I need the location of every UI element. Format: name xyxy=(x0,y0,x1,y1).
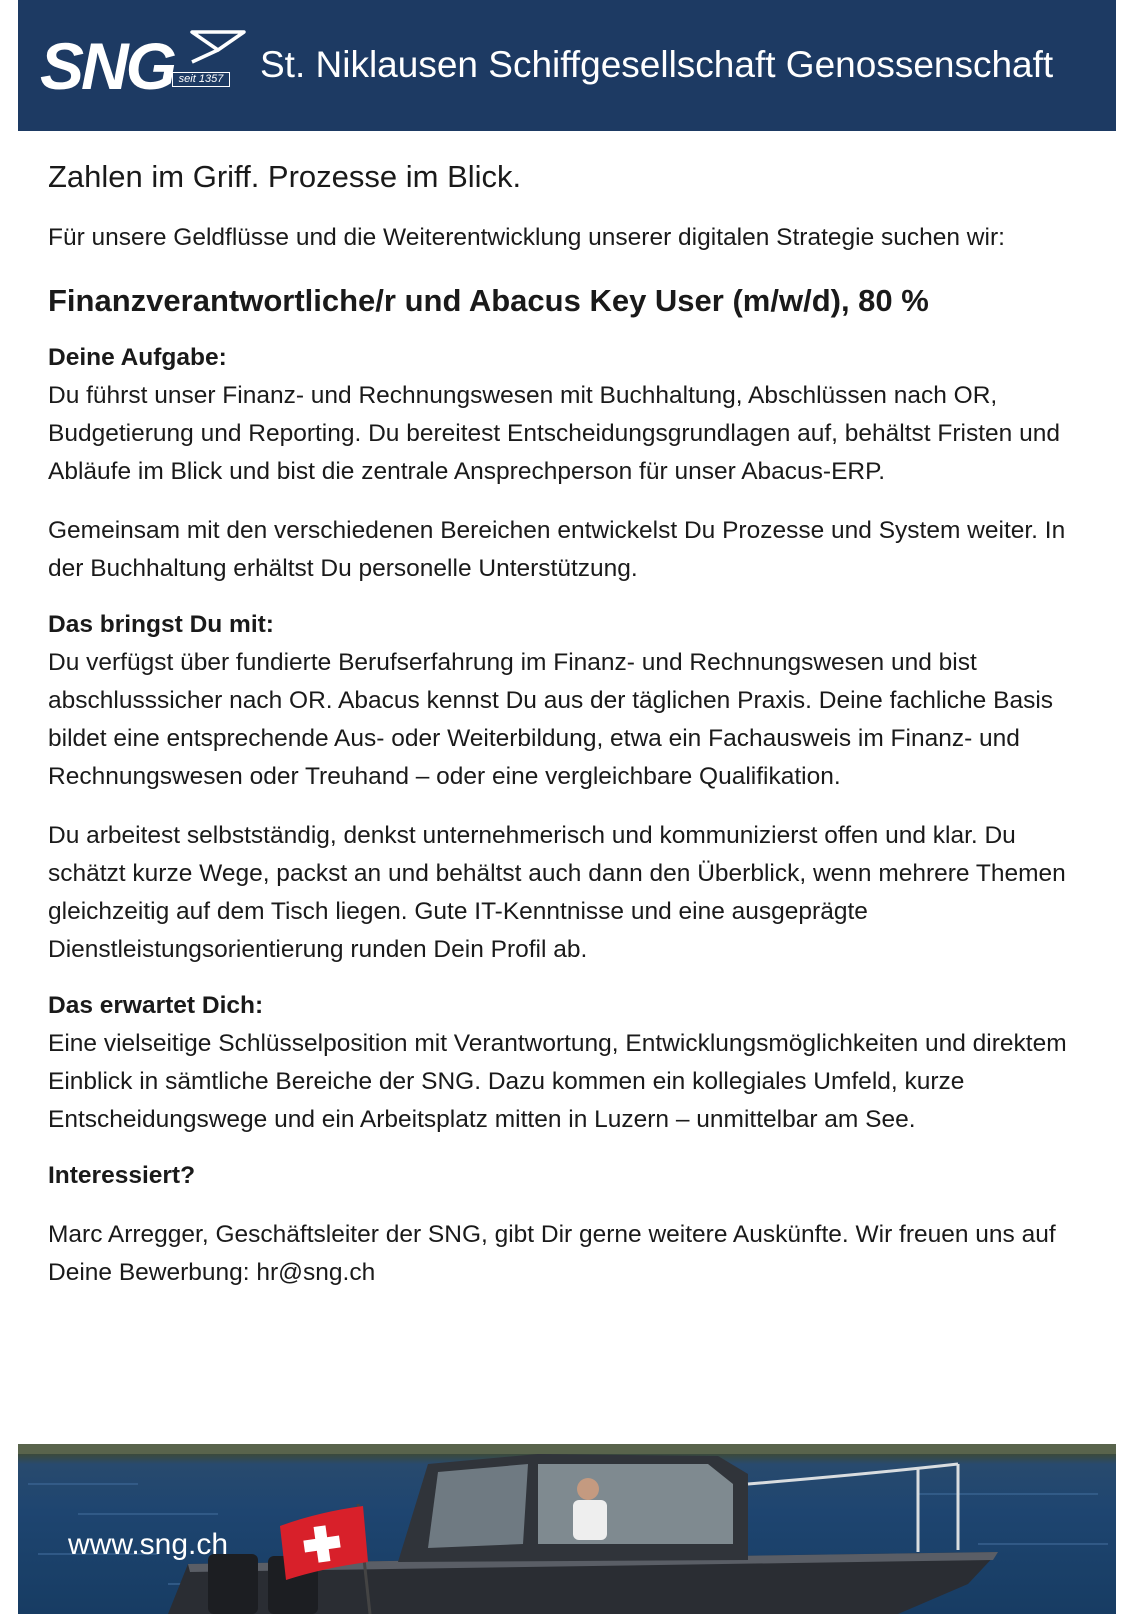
job-title: Finanzverantwortliche/r und Abacus Key User (m/w/d), 80 % xyxy=(48,283,929,318)
profile-paragraph-1: Du verfügst über fundierte Berufserfahrung im Finanz- und Rechnungswesen und bist abschlusssicher nach OR. Abacus kennst Du aus der täglichen Praxis. Deine fachliche Basis bildet eine entsprechende Aus- oder Weiterbildung, etwa ein Fachausweis im Finanz- und Rechnungswesen oder Treuhand – oder eine vergleichbare Qualifikation. xyxy=(48,649,1054,790)
intro-text: Für unsere Geldflüsse und die Weiterentwicklung unserer digitalen Strategie suchen wir: xyxy=(48,224,1005,251)
website-url[interactable]: www.sng.ch xyxy=(68,1528,229,1561)
task-paragraph-1: Du führst unser Finanz- und Rechnungswesen mit Buchhaltung, Abschlüssen nach OR, Budgetierung und Reporting. Du bereitest Entscheidungsgrundlagen auf, behältst Fristen und Abläufe im Blick und bist die zentrale Ansprechperson für unser Abacus-ERP. xyxy=(48,382,1060,485)
section-heading-contact: Interessiert? xyxy=(48,1162,196,1189)
section-heading-task: Deine Aufgabe: xyxy=(48,344,227,371)
tagline: Zahlen im Griff. Prozesse im Blick. xyxy=(48,159,522,194)
section-heading-offer: Das erwartet Dich: xyxy=(48,992,264,1019)
sng-logo xyxy=(40,26,240,106)
section-heading-profile: Das bringst Du mit: xyxy=(48,611,274,638)
header-banner xyxy=(18,0,1116,131)
pennant-flag-icon xyxy=(188,28,248,68)
logo-text: SNG xyxy=(40,29,175,103)
task-paragraph-2: Gemeinsam mit den verschiedenen Bereichen entwickelst Du Prozesse und System weiter. In der Buchhaltung erhältst Du personelle Unterstützung. xyxy=(48,517,1066,582)
profile-paragraph-2: Du arbeitest selbstständig, denkst unternehmerisch und kommunizierst offen und klar. Du schätzt kurze Wege, packst an und behältst auch dann den Überblick, wenn mehrere Themen gleichzeitig auf dem Tisch liegen. Gute IT-Kenntnisse und eine ausgeprägte Dienstleistungsorientierung runden Dein Profil ab. xyxy=(48,822,1066,963)
boat-photo xyxy=(18,1444,1116,1614)
logo-since-label: seit 1357 xyxy=(172,72,230,87)
contact-paragraph: Marc Arregger, Geschäftsleiter der SNG, gibt Dir gerne weitere Auskünfte. Wir freuen uns auf Deine Bewerbung: hr@sng.ch xyxy=(48,1221,1056,1286)
offer-paragraph: Eine vielseitige Schlüsselposition mit Verantwortung, Entwicklungsmöglichkeiten und direktem Einblick in sämtliche Bereiche der SNG. Dazu kommen ein kollegiales Umfeld, kurze Entscheidungswege und ein Arbeitsplatz mitten in Luzern – unmittelbar am See. xyxy=(48,1030,1067,1133)
company-name: St. Niklausen Schiffgesellschaft Genossenschaft xyxy=(260,44,1054,85)
job-ad-body xyxy=(48,150,1088,1292)
